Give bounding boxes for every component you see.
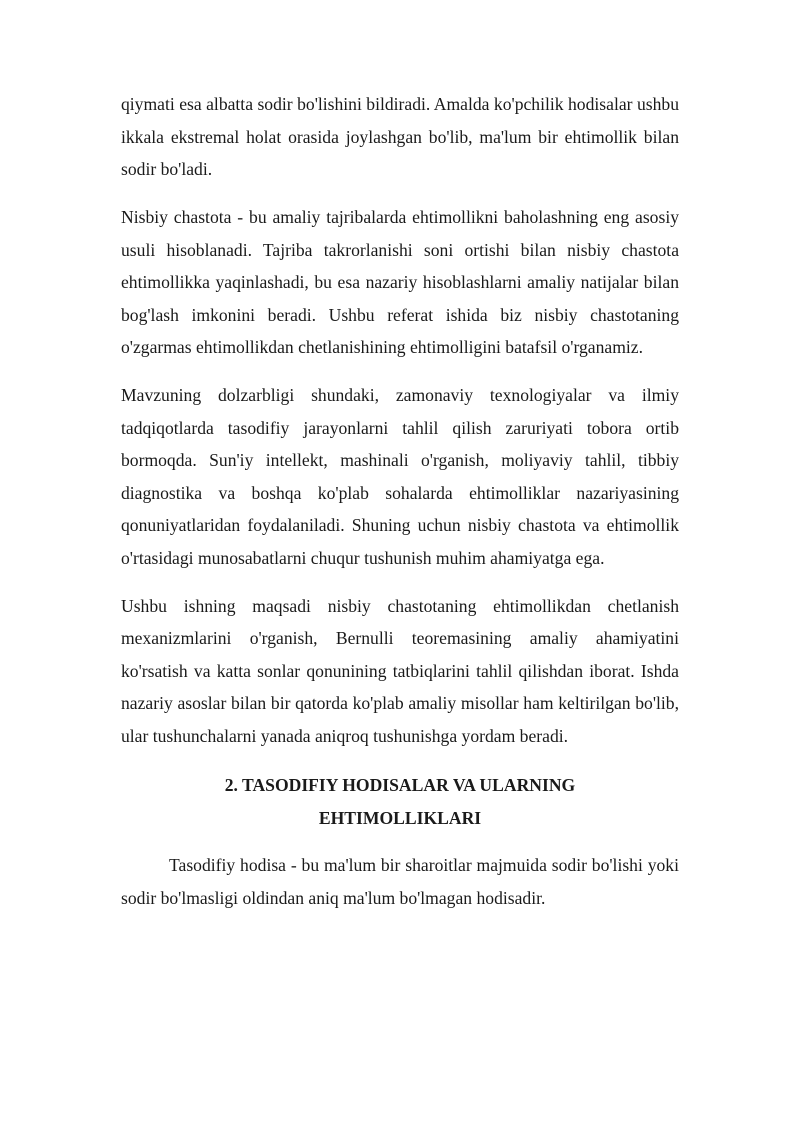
- paragraph-continuation: qiymati esa albatta sodir bo'lishini bildiradi. Amalda ko'pchilik hodisalar ushbu ikkala ekstremal holat orasida joylashgan bo'lib, ma'lum bir ehtimollik bilan sodir bo'ladi.: [121, 94, 679, 179]
- paragraph-random-event: Tasodifiy hodisa - bu ma'lum bir sharoitlar majmuida sodir bo'lishi yoki sodir bo'lmasligi oldindan aniq ma'lum bo'lmagan hodisadir.: [121, 855, 679, 908]
- document-page: [121, 88, 679, 914]
- paragraph-relevance: Mavzuning dolzarbligi shundaki, zamonaviy texnologiyalar va ilmiy tadqiqotlarda tasodifiy jarayonlarni tahlil qilish zaruriyati tobora ortib bormoqda. Sun'iy intellekt, mashinali o'rganish, moliyaviy tahlil, tibbiy diagnostika va boshqa ko'plab sohalarda ehtimolliklar nazariyasining qonuniyatlaridan foydalaniladi. Shuning uchun nisbiy chastota va ehtimollik o'rtasidagi munosabatlarni chuqur tushunish muhim ahamiyatga ega.: [121, 385, 679, 568]
- paragraph-goal: Ushbu ishning maqsadi nisbiy chastotaning ehtimollikdan chetlanish mexanizmlarini o'rganish, Bernulli teoremasining amaliy ahamiyatini ko'rsatish va katta sonlar qonunining tatbiqlarini tahlil qilishdan iborat. Ishda nazariy asoslar bilan bir qatorda ko'plab amaliy misollar ham keltirilgan bo'lib, ular tushunchalarni yanada aniqroq tushunishga yordam beradi.: [121, 595, 679, 746]
- paragraph-relative-frequency: Nisbiy chastota - bu amaliy tajribalarda ehtimollikni baholashning eng asosiy usuli hisoblanadi. Tajriba takrorlanishi soni ortishi bilan nisbiy chastota ehtimollikka yaqinlashadi, bu esa nazariy hisoblashlarni amaliy natijalar bilan bog'lash imkonini beradi. Ushbu referat ishida biz nisbiy chastotaning o'zgarmas ehtimollikdan chetlanishining ehtimolligini batafsil o'rganamiz.: [121, 207, 679, 357]
- section-heading: 2. TASODIFIY HODISALAR VA ULARNING EHTIMOLLIKLARI: [224, 775, 576, 828]
